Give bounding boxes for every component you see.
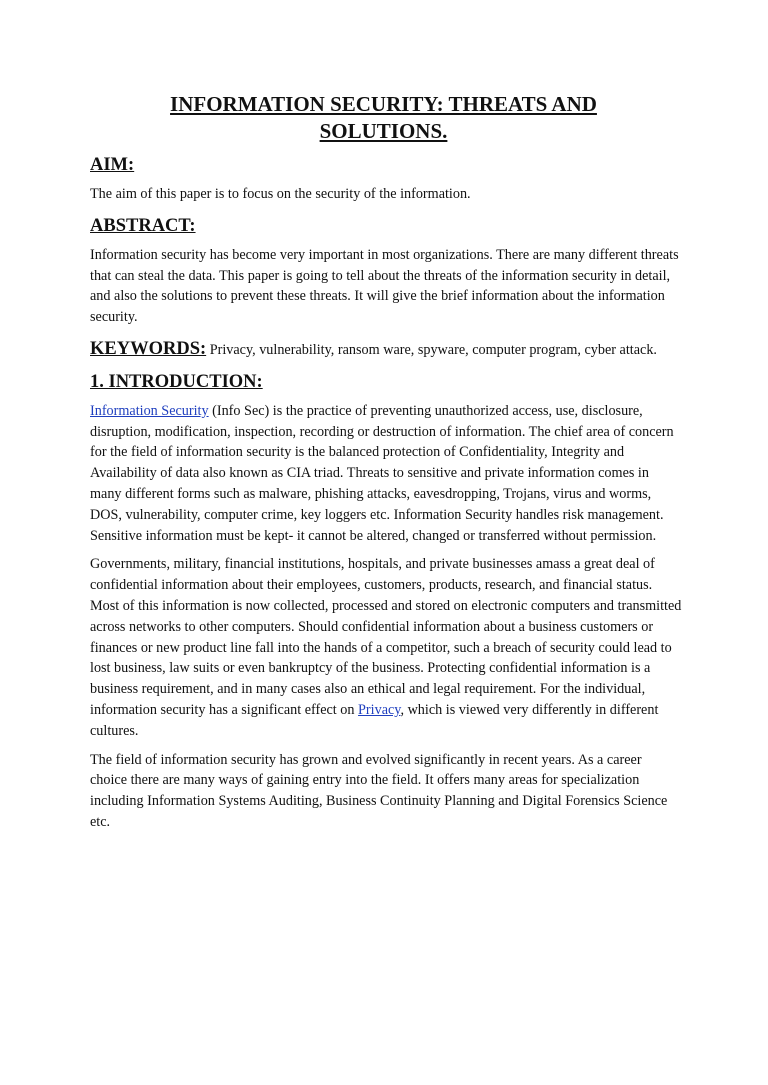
introduction-paragraph-3: The field of information security has grown and evolved significantly in recent years. As a career choice there are many ways of gaining entry into the field. It offers many areas for specialization including Information Systems Auditing, Business Continuity Planning and Digital Forensics Science etc. bbox=[90, 751, 668, 830]
introduction-heading: 1. INTRODUCTION: bbox=[90, 371, 263, 392]
introduction-paragraph-2-text: Governments, military, financial institutions, hospitals, and private businesses amass a great deal of confidential information about their employees, customers, products, research, and financial status. Most of this information is now collected, processed and stored on electronic computers and transmitted across networks to other computers. Should confidential information about a business customers or finances or new product line fall into the hands of a competitor, such a breach of security could lead to lost business, law suits or even bankruptcy of the business. Protecting confidential information is a business requirement, and in many cases also an ethical and legal requirement. For the individual, information security has a significant effect on bbox=[90, 556, 682, 718]
keywords-paragraph bbox=[90, 338, 682, 361]
aim-text: The aim of this paper is to focus on the security of the information. bbox=[90, 186, 471, 202]
page-title: INFORMATION SECURITY: THREATS AND SOLUTIONS. bbox=[170, 92, 597, 143]
introduction-paragraph-2-tail: , which is viewed very differently in different cultures. bbox=[90, 701, 659, 739]
introduction-paragraph-1 bbox=[90, 401, 682, 547]
keywords-text: Privacy, vulnerability, ransom ware, spyware, computer program, cyber attack. bbox=[209, 341, 657, 358]
abstract-text: Information security has become very important in most organizations. There are many different threats that can steal the data. This paper is going to tell about the threats of the information security in detail, and also the solutions to prevent these threats. It will give the brief information about the information security. bbox=[90, 246, 679, 326]
privacy-link[interactable]: Privacy bbox=[358, 701, 401, 718]
keywords-heading: KEYWORDS: bbox=[90, 338, 207, 359]
introduction-paragraph-2 bbox=[90, 554, 682, 741]
document-page bbox=[0, 91, 768, 1085]
information-security-link[interactable]: Information Security bbox=[90, 402, 209, 419]
abstract-heading: ABSTRACT: bbox=[90, 215, 196, 236]
introduction-paragraph-1-text: (Info Sec) is the practice of preventing unauthorized access, use, disclosure, disruption, modification, inspection, recording or destruction of information. The chief area of concern for the field of information security is the balanced protection of Confidentiality, Integrity and Availability of data also known as CIA triad. Threats to sensitive and private information comes in many different forms such as malware, phishing attacks, eavesdropping, Trojans, virus and worms, DOS, vulnerability, computer crime, key loggers etc. Information Security handles risk management. Sensitive information must be kept- it cannot be altered, changed or transferred without permission. bbox=[90, 402, 674, 544]
aim-heading: AIM: bbox=[90, 155, 135, 175]
